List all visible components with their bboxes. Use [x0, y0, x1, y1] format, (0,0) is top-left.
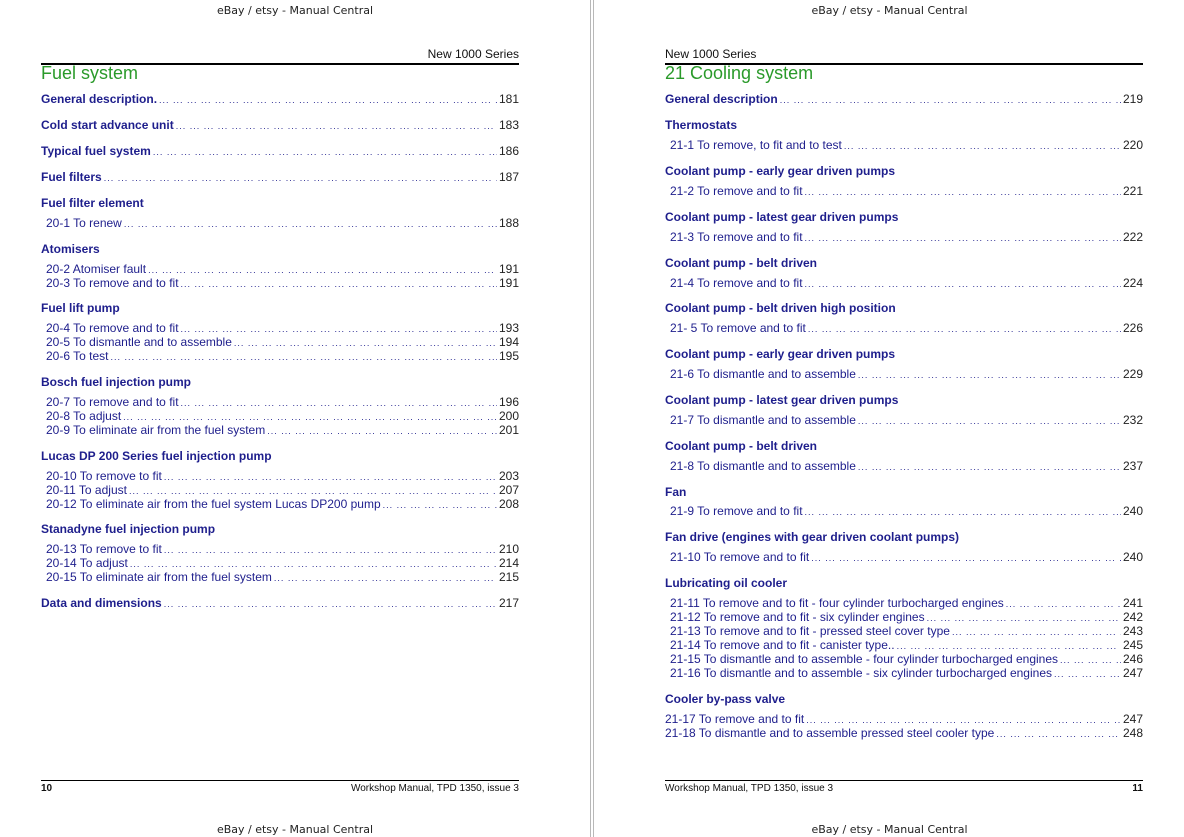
toc-page-number: 222 [1122, 230, 1143, 244]
toc-label: Cold start advance unit [41, 118, 174, 132]
toc-entry[interactable] [665, 321, 1143, 335]
toc-page-number: 207 [498, 483, 519, 497]
toc-label: Lucas DP 200 Series fuel injection pump [41, 449, 272, 463]
dot-leader [383, 498, 497, 512]
dot-leader [780, 93, 1121, 107]
toc-heading[interactable] [665, 530, 1143, 544]
toc-entry[interactable] [665, 459, 1143, 473]
toc-entry[interactable] [41, 216, 519, 230]
toc-heading[interactable] [665, 301, 1143, 315]
toc-label: General description. [41, 92, 158, 106]
toc-label: 21-4 To remove and to fit [670, 276, 803, 290]
page-number: 10 [41, 783, 53, 794]
toc-page-number: 208 [498, 497, 519, 511]
toc-entry[interactable] [665, 610, 1143, 624]
toc-label: Fuel filters [41, 170, 102, 184]
watermark-top: eBay / etsy - Manual Central [811, 4, 968, 17]
toc-page-number: 191 [498, 276, 519, 290]
toc-heading[interactable] [41, 522, 519, 536]
toc-label: Coolant pump - early gear driven pumps [665, 347, 896, 361]
toc-entry[interactable] [41, 570, 519, 584]
toc-entry[interactable] [665, 367, 1143, 381]
toc-entry[interactable] [665, 504, 1143, 518]
toc-entry[interactable] [665, 550, 1143, 564]
dot-leader [858, 414, 1121, 428]
toc-label: Fuel lift pump [41, 301, 120, 315]
toc-page-number: 220 [1122, 138, 1143, 152]
toc-entry[interactable] [41, 395, 519, 409]
toc-page-number: 229 [1122, 367, 1143, 381]
toc-page-number: 196 [498, 395, 519, 409]
toc-page-number: 219 [1122, 92, 1143, 106]
toc-label: Fan drive (engines with gear driven coolant pumps) [665, 530, 960, 544]
dot-leader [806, 713, 1121, 727]
toc-heading[interactable] [41, 196, 519, 210]
toc-entry[interactable] [41, 349, 519, 363]
toc-heading[interactable] [665, 485, 1143, 499]
toc-entry[interactable] [665, 638, 1143, 652]
toc-label: 20-10 To remove to fit [46, 469, 162, 483]
dot-leader [858, 460, 1121, 474]
toc-label: 20-14 To adjust [46, 556, 128, 570]
dot-leader [104, 171, 497, 185]
toc-label: Fuel filter element [41, 196, 144, 210]
toc-label: 20-8 To adjust [46, 409, 122, 423]
toc-entry[interactable] [665, 624, 1143, 638]
footer-text: Workshop Manual, TPD 1350, issue 3 [665, 783, 834, 794]
dot-leader [805, 231, 1121, 245]
toc-page-number: 193 [498, 321, 519, 335]
toc-page-number: 224 [1122, 276, 1143, 290]
dot-leader [897, 639, 1121, 653]
dot-leader [123, 410, 497, 424]
toc-entry[interactable] [665, 184, 1143, 198]
toc-page-number: 201 [498, 423, 519, 437]
toc-label: General description [665, 92, 778, 106]
toc-label: Fan [665, 485, 687, 499]
toc-label: Coolant pump - belt driven [665, 256, 817, 270]
toc-entry[interactable] [41, 542, 519, 556]
dot-leader [164, 470, 497, 484]
toc-label: 21-11 To remove and to fit - four cylinder turbocharged engines [670, 596, 1004, 610]
toc-label: 21-16 To dismantle and to assemble - six cylinder turbocharged engines [670, 666, 1052, 680]
toc-label: Thermostats [665, 118, 738, 132]
dot-leader [858, 368, 1121, 382]
toc-page-number: 215 [498, 570, 519, 584]
dot-leader [844, 139, 1121, 153]
dot-leader [996, 727, 1121, 741]
toc-label: 21-6 To dismantle and to assemble [670, 367, 856, 381]
toc-label: 21-14 To remove and to fit - canister type.. [670, 638, 895, 652]
toc-label: 20-6 To test [46, 349, 109, 363]
toc-page-number: 183 [498, 118, 519, 132]
toc-label: 21-8 To dismantle and to assemble [670, 459, 856, 473]
toc-entry[interactable] [41, 497, 519, 511]
dot-leader [805, 505, 1121, 519]
toc-heading[interactable] [41, 596, 519, 610]
toc-heading[interactable] [665, 692, 1143, 706]
toc-entry[interactable] [41, 335, 519, 349]
toc-page-number: 245 [1122, 638, 1143, 652]
toc-page-number: 181 [498, 92, 519, 106]
toc-heading[interactable] [665, 210, 1143, 224]
toc-label: 20-5 To dismantle and to assemble [46, 335, 232, 349]
series-label: New 1000 Series [427, 47, 519, 61]
toc-label: 20-12 To eliminate air from the fuel system Lucas DP200 pump [46, 497, 381, 511]
dot-leader [274, 571, 497, 585]
toc-page-number: 203 [498, 469, 519, 483]
toc-entry[interactable] [665, 413, 1143, 427]
toc-label: 21-1 To remove, to fit and to test [670, 138, 842, 152]
left-page [0, 0, 590, 837]
toc-entry[interactable] [665, 712, 1143, 726]
dot-leader [110, 350, 496, 364]
toc-entry[interactable] [41, 469, 519, 483]
dot-leader [1060, 653, 1121, 667]
dot-leader [805, 185, 1121, 199]
dot-leader [130, 557, 497, 571]
toc-heading[interactable] [665, 256, 1143, 270]
toc-page-number: 243 [1122, 624, 1143, 638]
toc-label: 20-11 To adjust [46, 483, 127, 497]
toc-heading[interactable] [41, 242, 519, 256]
dot-leader [124, 217, 497, 231]
dot-leader [1006, 597, 1121, 611]
toc-page-number: 226 [1122, 321, 1143, 335]
toc-label: Coolant pump - latest gear driven pumps [665, 210, 899, 224]
toc-heading[interactable] [41, 301, 519, 315]
toc-page-number: 232 [1122, 413, 1143, 427]
dot-leader [267, 424, 497, 438]
toc-label: 20-2 Atomiser fault [46, 262, 147, 276]
dot-leader [148, 263, 497, 277]
toc-label: 21-15 To dismantle and to assemble - four cylinder turbocharged engines [670, 652, 1059, 666]
toc-entry[interactable] [665, 666, 1143, 680]
toc-entry[interactable] [665, 726, 1143, 740]
dot-leader [808, 322, 1121, 336]
dot-leader [1054, 667, 1121, 681]
toc-page-number: 200 [498, 409, 519, 423]
dot-leader [927, 611, 1121, 625]
toc-page-number: 221 [1122, 184, 1143, 198]
toc-label: Stanadyne fuel injection pump [41, 522, 216, 536]
toc-heading[interactable] [41, 170, 519, 184]
toc-page-number: 248 [1122, 726, 1143, 740]
toc-label: Coolant pump - belt driven [665, 439, 817, 453]
toc-label: 20-15 To eliminate air from the fuel system [46, 570, 272, 584]
toc-page-number: 186 [498, 144, 519, 158]
toc-entry[interactable] [41, 556, 519, 570]
toc-entry[interactable] [41, 262, 519, 276]
toc-page-number: 195 [498, 349, 519, 363]
toc-label: 20-7 To remove and to fit [46, 395, 179, 409]
toc-label: Coolant pump - early gear driven pumps [665, 164, 896, 178]
toc-heading[interactable] [665, 347, 1143, 361]
toc-page-number: 241 [1122, 596, 1143, 610]
toc-page-number: 191 [498, 262, 519, 276]
dot-leader [811, 551, 1121, 565]
toc-label: 20-13 To remove to fit [46, 542, 162, 556]
toc-heading[interactable] [665, 164, 1143, 178]
toc-label: Cooler by-pass valve [665, 692, 786, 706]
toc-label: 21-10 To remove and to fit [670, 550, 810, 564]
toc-page-number: 214 [498, 556, 519, 570]
dot-leader [234, 336, 497, 350]
dot-leader [952, 625, 1121, 639]
toc-entry[interactable] [41, 409, 519, 423]
dot-leader [164, 597, 497, 611]
footer-rule [665, 780, 1143, 781]
dot-leader [159, 93, 497, 107]
toc-entry[interactable] [41, 483, 519, 497]
toc-page-number: 188 [498, 216, 519, 230]
toc-label: Bosch fuel injection pump [41, 375, 192, 389]
right-page [595, 0, 1184, 837]
toc-label: 21-7 To dismantle and to assemble [670, 413, 856, 427]
toc-entry[interactable] [665, 652, 1143, 666]
toc-label: 21- 5 To remove and to fit [670, 321, 806, 335]
toc-heading[interactable] [41, 375, 519, 389]
toc-label: 20-1 To renew [46, 216, 122, 230]
toc-label: Lubricating oil cooler [665, 576, 788, 590]
toc-heading[interactable] [665, 118, 1143, 132]
dot-leader [164, 543, 497, 557]
footer-rule [41, 780, 519, 781]
toc-page-number: 194 [498, 335, 519, 349]
footer-text: Workshop Manual, TPD 1350, issue 3 [350, 783, 519, 794]
toc-page-number: 237 [1122, 459, 1143, 473]
toc-heading[interactable] [665, 92, 1143, 106]
chapter-title: Fuel system [41, 63, 139, 83]
toc-label: 21-2 To remove and to fit [670, 184, 803, 198]
toc-label: 21-17 To remove and to fit [665, 712, 805, 726]
dot-leader [176, 119, 497, 133]
toc-entry[interactable] [665, 138, 1143, 152]
watermark-top: eBay / etsy - Manual Central [216, 4, 374, 17]
toc-page-number: 247 [1122, 666, 1143, 680]
toc-label: 20-4 To remove and to fit [46, 321, 179, 335]
toc-label: Typical fuel system [41, 144, 151, 158]
dot-leader [181, 277, 497, 291]
toc-heading[interactable] [41, 92, 519, 106]
toc-heading[interactable] [41, 118, 519, 132]
toc-page-number: 187 [498, 170, 519, 184]
toc-label: Data and dimensions [41, 596, 162, 610]
toc-label: Coolant pump - belt driven high position [665, 301, 896, 315]
toc-page-number: 246 [1122, 652, 1143, 666]
toc-page-number: 210 [498, 542, 519, 556]
toc-page-number: 242 [1122, 610, 1143, 624]
toc-heading[interactable] [665, 576, 1143, 590]
page-number: 11 [1132, 783, 1143, 794]
toc-entry[interactable] [41, 423, 519, 437]
toc-entry[interactable] [41, 321, 519, 335]
toc-label: 20-3 To remove and to fit [46, 276, 179, 290]
toc-heading[interactable] [665, 393, 1143, 407]
series-label: New 1000 Series [665, 47, 757, 61]
dot-leader [129, 484, 497, 498]
toc-entry[interactable] [665, 596, 1143, 610]
toc-entry[interactable] [665, 230, 1143, 244]
dot-leader [805, 277, 1121, 291]
toc-heading[interactable] [665, 439, 1143, 453]
toc-page-number: 247 [1122, 712, 1143, 726]
dot-leader [153, 145, 497, 159]
toc-page-number: 240 [1122, 504, 1143, 518]
toc-label: 21-12 To remove and to fit - six cylinder engines [670, 610, 925, 624]
toc-page-number: 240 [1122, 550, 1143, 564]
toc-heading[interactable] [41, 144, 519, 158]
toc-label: 21-3 To remove and to fit [670, 230, 803, 244]
dot-leader [181, 396, 497, 410]
toc-label: Atomisers [41, 242, 100, 256]
chapter-title: 21 Cooling system [665, 63, 814, 83]
toc-page-number: 217 [498, 596, 519, 610]
toc-label: Coolant pump - latest gear driven pumps [665, 393, 899, 407]
toc-label: 20-9 To eliminate air from the fuel system [46, 423, 266, 437]
toc-label: 21-13 To remove and to fit - pressed steel cover type [670, 624, 950, 638]
watermark-bottom: eBay / etsy - Manual Central [216, 823, 374, 836]
toc-entry[interactable] [665, 276, 1143, 290]
toc-label: 21-18 To dismantle and to assemble pressed steel cooler type [665, 726, 995, 740]
dot-leader [181, 322, 497, 336]
watermark-bottom: eBay / etsy - Manual Central [811, 823, 968, 836]
toc-entry[interactable] [41, 276, 519, 290]
toc-label: 21-9 To remove and to fit [670, 504, 803, 518]
toc-heading[interactable] [41, 449, 519, 463]
